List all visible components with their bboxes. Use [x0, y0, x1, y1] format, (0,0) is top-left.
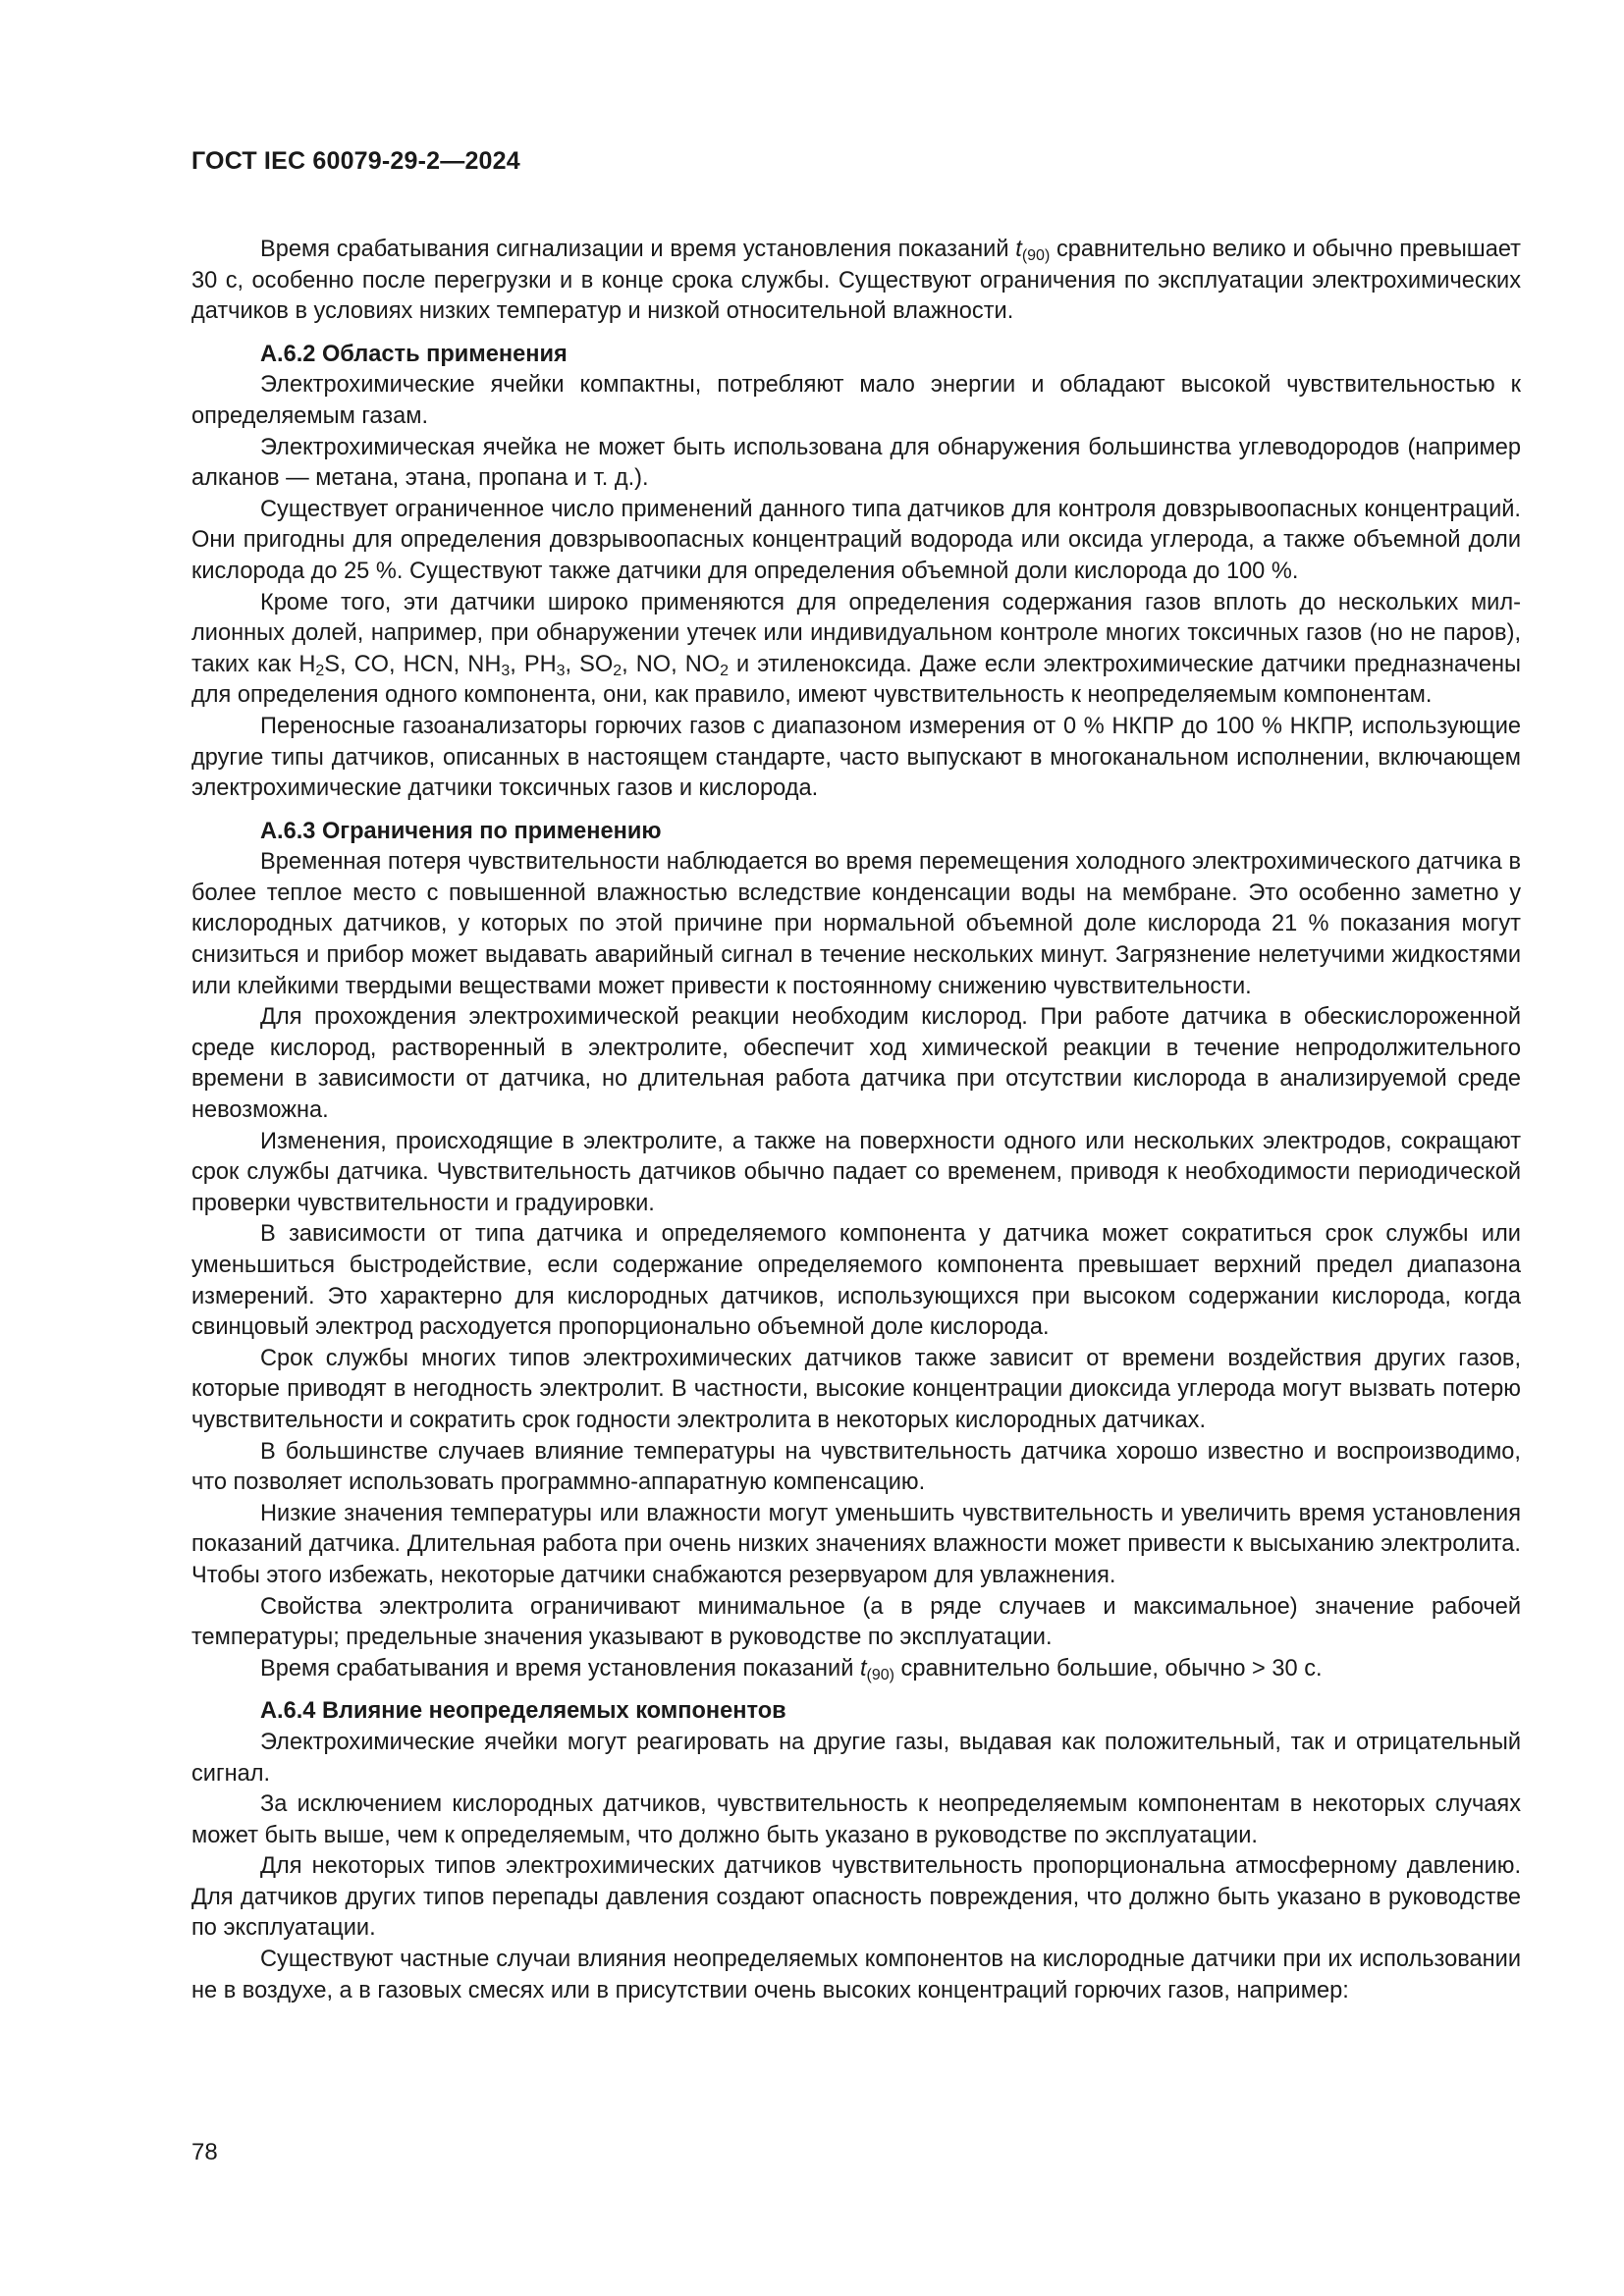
paragraph: Изменения, происходящие в электролите, а также на поверхности одного или нескольких электродов, сокращают срок службы датчика. Чувствительность датчиков обычно падает со временем, приводя к необходимости периодической проверки чувствительности и градуировки.: [191, 1128, 1521, 1216]
paragraph: Электрохимические ячейки компактны, потребляют мало энергии и обладают высокой чувствительностью к определяемым газам.: [191, 372, 1521, 429]
text-run: Время срабатывания и время установления показаний: [260, 1655, 860, 1682]
document-header: ГОСТ IEC 60079-29-2—2024: [191, 147, 520, 175]
text-run: и этиленоксида. Даже если электрохимические датчики предназначены для определения одного компонента, они, как правило, имеют чувствительность к неопределяемым компонентам.: [191, 651, 1521, 709]
paragraph: Существуют частные случаи влияния неопределяемых компонентов на кислородные датчики при их использовании не в воздухе, а в газовых смесях или в присутствии очень высоких концентраций горючих газов, например:: [191, 1947, 1521, 2003]
paragraph-response-time: [191, 1654, 1521, 1685]
subscript: 3: [501, 662, 511, 679]
subscript: (90): [866, 1666, 894, 1683]
page-content: [191, 147, 1521, 2006]
subscript: 2: [613, 662, 623, 679]
paragraph: Электрохимические ячейки могут реагировать на другие газы, выдавая как положительный, так и отрицательный сигнал.: [191, 1729, 1521, 1787]
section-heading-a64: А.6.4 Влияние неопределяемых компонентов: [260, 1698, 786, 1725]
paragraph: В большинстве случаев влияние температуры на чувствительность датчика хорошо известно и воспроизводимо, что позволяет использовать программно-аппаратную компенсацию.: [191, 1438, 1521, 1496]
text-run: , NO, NO: [622, 651, 721, 677]
text-run: сравнительно велико и обычно превышает 30 с, особенно после перегрузки и в конце срока службы. Существуют ограничения по эксплуатации электрохимических датчиков в условиях низких температур и низкой относительной влажности.: [191, 237, 1521, 325]
paragraph-gases: [191, 588, 1521, 712]
paragraph: Существует ограниченное число применений данного типа датчиков для контроля довзрывоопасных концентраций. Они пригодны для определения довзрывоопасных концентраций водорода или оксида углерода, а также объемной доли кислорода до 25 %. Существуют также датчики для определения объемной доли кислорода до 100 %.: [191, 496, 1521, 584]
text-run: S, CO, HCN, NH: [324, 651, 502, 677]
paragraph: Для прохождения электрохимической реакции необходим кислород. При работе датчика в обескислороженной среде кислород, растворенный в электролите, обеспечит ход химической реакции в течение непродолжительного времени в зависимости от датчика, но длительная работа датчика при отсутствии кислорода в анализируемой среде невозможна.: [191, 1004, 1521, 1124]
paragraph: Низкие значения температуры или влажности могут уменьшить чувствительность и увеличить время установления показаний датчика. Длительная работа при очень низких значениях влажности может привести к высыханию электролита. Чтобы этого избежать, некоторые датчики снабжаются резервуаром для увлажнения.: [191, 1500, 1521, 1588]
subscript: 2: [720, 662, 730, 679]
text-run: , PH: [510, 651, 557, 677]
variable-t: t: [1015, 237, 1022, 262]
text-run: сравнительно большие, обычно > 30 с.: [893, 1655, 1323, 1682]
paragraph: Срок службы многих типов электрохимических датчиков также зависит от времени воздействия других газов, которые приводят в негодность электролит. В частности, высокие концентрации диоксида углерода могут вызвать потерю чувствительности и сократить срок годности электролита в некоторых кислородных датчиках.: [191, 1345, 1521, 1433]
section-heading-a63: А.6.3 Ограничения по применению: [260, 818, 662, 844]
paragraph: Свойства электролита ограничивают минимальное (а в ряде случаев и максимальное) значение рабочей температуры; предельные значения указывают в руководстве по эксплуатации.: [191, 1593, 1521, 1651]
subscript: (90): [1021, 247, 1051, 264]
paragraph: Для некоторых типов электрохимических датчиков чувствительность пропорциональна атмосферному давлению. Для датчиков других типов перепады давления создают опасность повреждения, что должно быть указано в руководстве по эксплуатации.: [191, 1853, 1521, 1942]
intro-paragraph: [191, 235, 1521, 328]
paragraph: За исключением кислородных датчиков, чувствительность к неопределяемым компонентам в некоторых случаях может быть выше, чем к определяемым, что должно быть указано в руководстве по эксплуатации.: [191, 1791, 1521, 1848]
text-run: Кроме того, эти датчики широко применяются для определения содержания газов вплоть до нескольких миллионных долей, например, при обнаружении утечек или индивидуальном контроле многих токсичных газов (но не паров), таких как H: [191, 589, 1521, 677]
paragraph: В зависимости от типа датчика и определяемого компонента у датчика может сократиться срок службы или уменьшиться быстродействие, если содержание определяемого компонента превышает верхний предел диапазона измерений. Это характерно для кислородных датчиков, использующихся при высоком содержании кислорода, когда свинцовый электрод расходуется пропорционально объемной доле кислорода.: [191, 1221, 1521, 1341]
page-number: 78: [191, 2139, 218, 2165]
paragraph: Временная потеря чувствительности наблюдается во время перемещения холодного электрохимического датчика в более теплое место с повышенной влажностью вследствие конденсации воды на мембране. Это особенно заметно у кислородных датчиков, у которых по этой причине при нормальной объемной доле кислорода 21 % показания могут снизиться и прибор может выдавать аварийный сигнал в течение нескольких минут. Загрязнение нелетучими жидкостями или клейкими твердыми веществами может привести к постоянному снижению чувствительности.: [191, 849, 1521, 999]
subscript: 2: [315, 662, 325, 679]
variable-t: t: [859, 1655, 867, 1682]
paragraph: Электрохимическая ячейка не может быть использована для обнаружения большинства углеводородов (например алканов — метана, этана, пропана и т. д.).: [191, 434, 1521, 492]
section-heading-a62: А.6.2 Область применения: [260, 341, 568, 367]
text-run: , SO: [565, 651, 614, 677]
text-run: Время срабатывания сигнализации и время установления показаний: [260, 237, 1016, 262]
subscript: 3: [556, 662, 566, 679]
paragraph: Переносные газоанализаторы горючих газов с диапазоном измерения от 0 % НКПР до 100 % НКПР, использующие другие типы датчиков, описанных в настоящем стандарте, часто выпускают в многоканальном исполнении, включающем электрохимические датчики токсичных газов и кислорода.: [191, 713, 1521, 802]
